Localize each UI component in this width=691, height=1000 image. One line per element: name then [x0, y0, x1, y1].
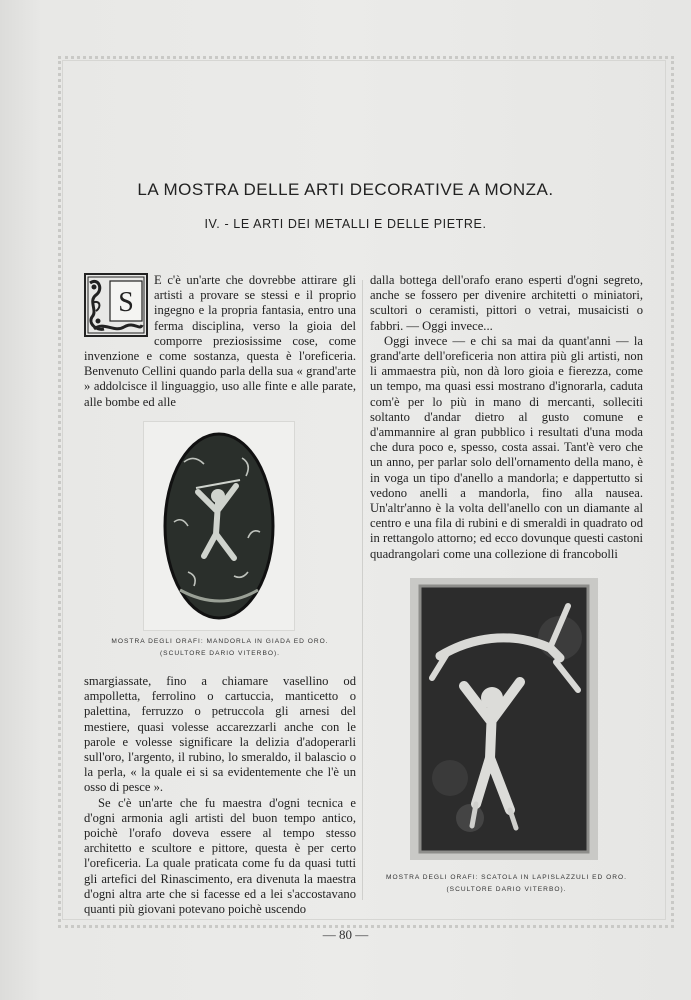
caption-line: (SCULTORE DARIO VITERBO).: [159, 650, 280, 657]
figure-lapis-box: [410, 578, 598, 860]
paragraph: Se c'è un'arte che fu maestra d'ogni tecnica e d'ogni armonia agli artisti del buon tempo antico, poichè l'orafo doveva essere al tempo stesso architetto e scultore e pittore, questa è per certo l'oreficeria. La quale praticata come fu da quasi tutti gli artefici del Rinascimento, era divenuta la maestra d'ogni altra arte che si facesse ed a lei s'accostavano quanti più giovani potevano poichè uscendo: [84, 795, 356, 917]
jade-almond-image: [144, 422, 294, 630]
left-column-top: [84, 273, 356, 410]
figure-jade-almond: [143, 421, 295, 631]
paragraph: Oggi invece — e chi sa mai da quant'anni — la grand'arte dell'oreficeria non attira più gli artisti, non li ammaestra più, non dà loro gioia e fierezza, come un tempo, ma quasi essi mostrano d'ignorarla, caduta com'è per lo più in mano di mercanti, solleciti soltanto d'andar dietro al gusto comune e d'ammannire al gran pubblico i resultati d'una moda che dura poco e, spesso, costa assai. Tant'è vero che un anno, per parlar solo dell'ornamento della mano, è in voga un tipo d'anello a mandorla; e dappertutto si vedono anelli a mandorla, fino alla nausea. Un'altr'anno è la volta dell'anello con un diamante al centro e una fila di rubini e di smeraldi in quadrato od in rettangolo attorno; ed ecco dovunque questi castoni quadrangolari come una collezione di francobolli: [370, 333, 643, 561]
paragraph: E c'è un'arte che dovrebbe attirare gli artisti a provare se stessi e il proprio ingegno e la propria fantasia, entro una ferma disciplina, verso la gioia del comporre preziosissime cose, come invenzione e come sostanza, questa è l'oreficeria. Benvenuto Cellini quando parla della sua « grand'arte » addolcisce il linguaggio, uso alle finte e alle parate, alle bombe ed alle: [84, 273, 356, 409]
right-column: [370, 273, 643, 562]
article-title: LA MOSTRA DELLE ARTI DECORATIVE A MONZA.: [137, 180, 554, 199]
column-divider: [362, 280, 363, 900]
dropcap-ornament: [84, 273, 148, 337]
paragraph: smargiassate, fino a chiamare vasellino od ampolletta, ferrolino o cartuccia, manticetto o palettina, ferruzzo o petruccola gli arnesi del mestiere, quasi volesse accarezzarli anche con le parole e volesse significare la delizia d'adoperarli sull'oro, l'argento, il rubino, lo smeraldo, il balascio o la perla, « la quale ei si sa evidentemente che l'è un osso di pesce ».: [84, 674, 356, 795]
caption-figure-1: [84, 636, 356, 660]
paragraph: dalla bottega dell'orafo erano esperti d'ogni segreto, anche se fossero per divenire architetti o miniatori, scultori o ceramisti, pittori o vetrai, musaicisti o fabbri. — Oggi invece...: [370, 273, 643, 333]
caption-line: MOSTRA DEGLI ORAFI: SCATOLA IN LAPISLAZZULI ED ORO.: [386, 874, 627, 881]
article-subtitle: IV. - LE ARTI DEI METALLI E DELLE PIETRE.: [204, 217, 487, 231]
caption-line: MOSTRA DEGLI ORAFI: MANDORLA IN GIADA ED ORO.: [111, 638, 329, 645]
caption-figure-2: [370, 872, 643, 896]
dropcap-letter: S: [118, 287, 134, 318]
lapis-box-image: [410, 578, 598, 860]
left-column-bottom: [84, 674, 356, 917]
caption-line: (SCULTORE DARIO VITERBO).: [446, 886, 567, 893]
page-number: — 80 —: [322, 927, 369, 942]
